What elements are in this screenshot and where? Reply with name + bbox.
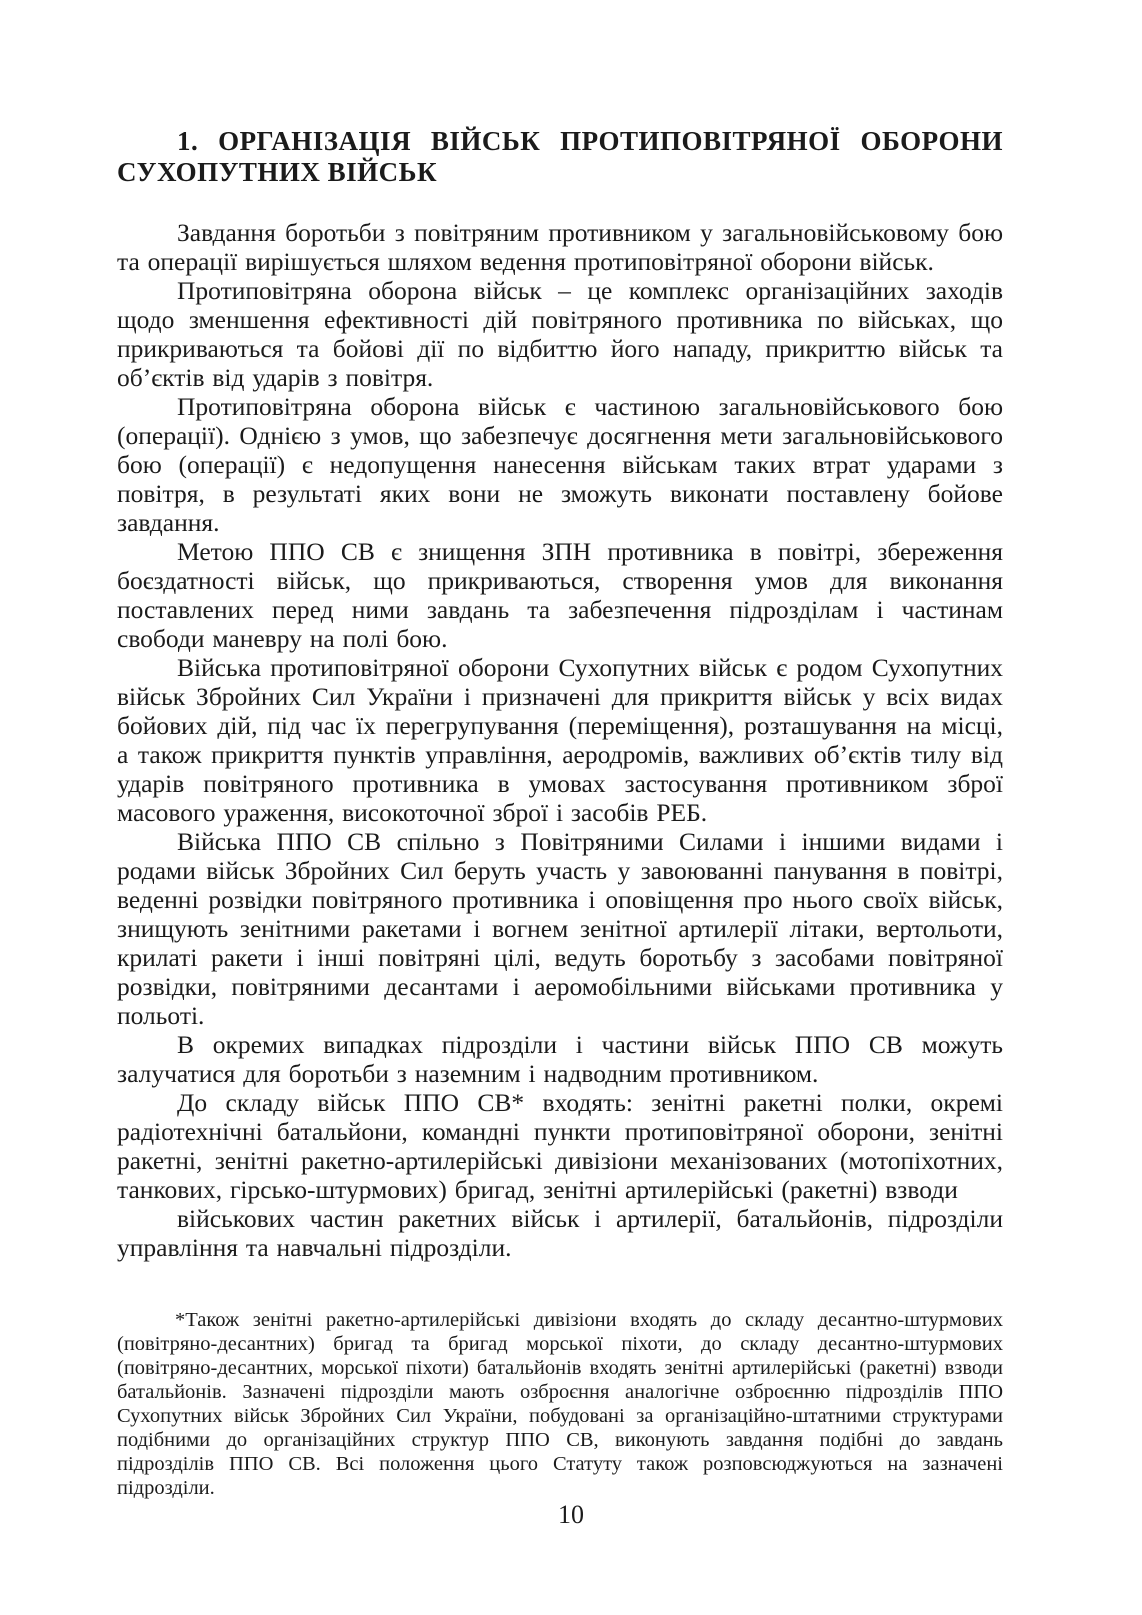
- paragraph-2: Протиповітряна оборона військ – це комплекс організаційних заходів щодо зменшення ефективності дій повітряного противника по військах, що прикриваються та бойові дії по відбиттю його нападу, прикриттю військ та об’єктів від ударів з повітря.: [117, 276, 1003, 392]
- section-heading: [117, 126, 1003, 188]
- paragraph-7: В окремих випадках підрозділи і частини військ ППО СВ можуть залучатися для боротьби з наземним і надводним противником.: [117, 1030, 1003, 1088]
- section-heading-line1: 1. ОРГАНІЗАЦІЯ ВІЙСЬК ПРОТИПОВІТРЯНОЇ ОБОРОНИ: [177, 126, 1003, 156]
- paragraph-6: Війська ППО СВ спільно з Повітряними Силами і іншими видами і родами військ Збройних Сил беруть участь у завоюванні панування в повітрі, веденні розвідки повітряного противника і оповіщення про нього своїх військ, знищують зенітними ракетами і вогнем зенітної артилерії літаки, вертольоти, крилаті ракети і інші повітряні цілі, ведуть боротьбу з засобами повітряної розвідки, повітряними десантами і аеромобільними військами противника у польоті.: [117, 827, 1003, 1030]
- paragraph-3: Протиповітряна оборона військ є частиною загальновійськового бою (операції). Однією з умов, що забезпечує досягнення мети загальновійськового бою (операції) є недопущення нанесення військам таких втрат ударами з повітря, в результаті яких вони не зможуть виконати поставлену бойове завдання.: [117, 392, 1003, 537]
- paragraph-4: Метою ППО СВ є знищення ЗПН противника в повітрі, збереження боєздатності військ, що прикриваються, створення умов для виконання поставлених перед ними завдань та забезпечення підрозділам і частинам свободи маневру на полі бою.: [117, 537, 1003, 653]
- page-number: 10: [558, 1500, 584, 1529]
- paragraph-9: військових частин ракетних військ і артилерії, батальйонів, підрозділи управління та навчальні підрозділи.: [117, 1204, 1003, 1262]
- text-block: [117, 126, 1003, 1262]
- section-heading-line2: СУХОПУТНИХ ВІЙСЬК: [117, 157, 438, 187]
- paragraph-8: До складу військ ППО СВ* входять: зенітні ракетні полки, окремі радіотехнічні батальйони, командні пункти протиповітряної оборони, зенітні ракетні, зенітні ракетно-артилерійські дивізіони механізованих (мотопіхотних, танкових, гірсько-штурмових) бригад, зенітні артилерійські (ракетні) взводи: [117, 1088, 1003, 1204]
- paragraph-1: Завдання боротьби з повітряним противником у загальновійськовому бою та операції вирішується шляхом ведення протиповітряної оборони військ.: [117, 218, 1003, 276]
- footnote: *Також зенітні ракетно-артилерійські дивізіони входять до складу десантно-штурмових (повітряно-десантних) бригад та бригад морської піхоти, до складу десантно-штурмових (повітряно-десантних, морської піхоти) батальйонів входять зенітні артилерійські (ракетні) взводи батальйонів. Зазначені підрозділи мають озброєння аналогічне озброєнню підрозділів ППО Сухопутних військ Збройних Сил України, побудовані за організаційно-штатними структурами подібними до організаційних структур ППО СВ, виконують завдання подібні до завдань підрозділів ППО СВ. Всі положення цього Статуту також розповсюджуються на зазначені підрозділи.: [117, 1309, 1003, 1499]
- paragraph-5: Війська протиповітряної оборони Сухопутних військ є родом Сухопутних військ Збройних Сил України і призначені для прикриття військ у всіх видах бойових дій, під час їх перегрупування (переміщення), розташування на місці, а також прикриття пунктів управління, аеродромів, важливих об’єктів тилу від ударів повітряного противника в умовах застосування противником зброї масового ураження, високоточної зброї і засобів РЕБ.: [117, 653, 1003, 827]
